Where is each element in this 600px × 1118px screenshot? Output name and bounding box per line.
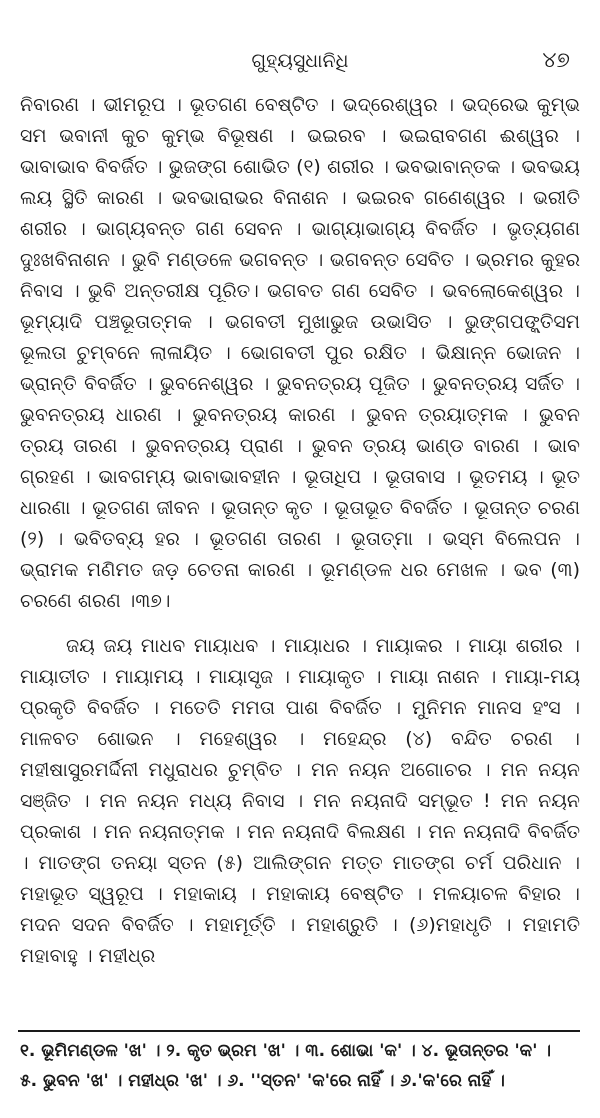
body-text	[20, 90, 580, 972]
footnote-line-1: ୧. ଭୂମିମଣ୍ଡଳ 'ଖ' । ୨. କୃତ ଭ୍ରମ 'ଖ' । ୩. ଶୋଭା 'କ' । ୪. ଭୂତାନ୍ତର 'କ' ।	[20, 1041, 552, 1061]
running-title: ଗୁହ୍ୟସୁଧାନିଧି	[251, 50, 349, 72]
footnote-divider	[18, 1030, 580, 1032]
footnotes	[20, 1036, 580, 1096]
page-number: ୪୭	[542, 48, 570, 73]
paragraph-38: ଜୟ ଜୟ ମାଧବ ମାୟାଧବ । ମାୟାଧର । ମାୟାକର । ମାୟା ଶରୀର । ମାୟାତୀତ । ମାୟାମୟ । ମାୟାସୃଜ । ମାୟାକୃତ । ମାୟା ନାଶନ । ମାୟା-ମୟ ପ୍ରକୃତି ବିବର୍ଜିତ । ମତେତି ମମତା ପାଶ ବିବର୍ଜିତ । ମୁନିମନ ମାନସ ହଂସ । ମାଳବତ ଶୋଭନ । ମହେଶ୍ୱର । ମହେନ୍ଦ୍ର (୪) ବନ୍ଦିତ ଚରଣ । ମହୀଷାସୁରମର୍ଦ୍ଦିନୀ ମଧୁରାଧର ଚୁମ୍ବିତ । ମନ ନୟନ ଅଗୋଚର । ମନ ନୟନ ସଞ୍ଜିତ । ମନ ନୟନ ମଧ୍ୟ ନିବାସ । ମନ ନୟନାଦି ସମ୍ଭୂତ ! ମନ ନୟନ ପ୍ରକାଶ । ମନ ନୟନାତ୍ମକ । ମନ ନୟନାଦି ବିଲକ୍ଷଣ । ମନ ନୟନାଦି ବିବର୍ଜିତ । ମାତଙ୍ଗ ତନୟା ସ୍ତନ (୫) ଆଲିଙ୍ଗନ ମତ୍ତ ମାତଙ୍ଗ ଚର୍ମ ପରିଧାନ । ମହାଭୂତ ସ୍ୱରୂପ । ମହାକାୟ । ମହାକାୟ ବେଷ୍ଟିତ । ମଳୟାଚଳ ବିହାର । ମଦନ ସଦନ ବିବର୍ଜିତ । ମହାମୂର୍ତ୍ତି । ମହାଶ୍ରୁତି । (୬)ମହାଧୃତି । ମହାମତି ମହାବାହୁ । ମହୀଧ୍ର	[20, 635, 581, 967]
paragraph-37: ନିବାରଣ । ଭୀମରୂପ । ଭୂତଗଣ ବେଷ୍ଟିତ । ଭଦ୍ରେଶ୍ୱର । ଭଦ୍ରେଭ କୁମ୍ଭ ସମ ଭବାନୀ କୁଚ କୁମ୍ଭ ବିଭୂଷଣ । ଭଇରବ । ଭଇରାବଗଣ ଈଶ୍ୱର । ଭାବାଭାବ ବିବର୍ଜିତ । ଭୁଜଙ୍ଗ ଶୋଭିତ (୧) ଶରୀର । ଭବଭାବାନ୍ତକ । ଭବଭୟ ଲୟ ସ୍ଥିତି କାରଣ । ଭବଭାରାଭର ବିନାଶନ । ଭଇରବ ଗଣେଶ୍ୱର । ଭରୀତି ଶରୀର । ଭାଗ୍ୟବନ୍ତ ଗଣ ସେବନ । ଭାଗ୍ୟାଭାଗ୍ୟ ବିବର୍ଜିତ । ଭୃତ୍ୟଗଣ ଦୁଃଖବିନାଶନ । ଭୁବି ମଣ୍ଡଳେ ଭଗବନ୍ତ । ଭଗବନ୍ତ ସେବିତ । ଭ୍ରମର କୁହର ନିବାସ । ଭୁବି ଅନ୍ତରୀକ୍ଷ ପୂରିତ। ଭଗବତ ଗଣ ସେବିତ । ଭବଲୋକେଶ୍ୱର । ଭୂମ୍ୟାଦି ପଞ୍ଚଭୂତାତ୍ମକ । ଭଗବତୀ ମୁଖାଭୁଜ ଉଭାସିତ । ଭୁଙ୍ଗପଙ୍କ୍ତିସମ ଭୂଲତା ଚୁମ୍ବନେ ଲାଳାୟିତ । ଭୋଗବତୀ ପୁର ରକ୍ଷିତ । ଭିକ୍ଷାନ୍ନ ଭୋଜନ । ଭ୍ରାନ୍ତି ବିବର୍ଜିତ । ଭୁବନେଶ୍ୱର । ଭୁବନତ୍ରୟ ପୂଜିତ । ଭୁବନତ୍ରୟ ସର୍ଜିତ । ଭୁବନତ୍ରୟ ଧାରଣ । ଭୁବନତ୍ରୟ କାରଣ । ଭୁବନ ତ୍ରୟାତ୍ମକ । ଭୁବନ ତ୍ରୟ ତାରଣ । ଭୁବନତ୍ରୟ ପ୍ରାଣ । ଭୁବନ ତ୍ରୟ ଭାଣ୍ଡ ବାରଣ । ଭାବ ଗ୍ରହଣ । ଭାବଗମ୍ୟ ଭାବାଭାବହୀନ । ଭୂତାଧିପ । ଭୂତାବାସ । ଭୂତମୟ । ଭୂତ ଧାରଣା । ଭୂତଗଣ ଜୀବନ । ଭୂତାନ୍ତ କୃତ । ଭୂତାଭୂତ ବିବର୍ଜିତ । ଭୂତାନ୍ତ ଚରଣ (୨) । ଭବିତବ୍ୟ ହର । ଭୂତଗଣ ତାରଣ । ଭୂତାତ୍ମା । ଭସ୍ମ ବିଲେପନ । ଭ୍ରାମକ ମଣିମତ ଜଡ଼ ଚେତନା କାରଣ । ଭୂମଣ୍ଡଳ ଧର ମେଖଳ । ଭବ (୩) ଚରଣେ ଶରଣ ।୩୭।	[20, 94, 580, 612]
footnote-line-2: ୫. ଭୁବନ 'ଖ' । ମହୀଧ୍ର 'ଖ' । ୬. ''ସ୍ତନ' 'କ'ରେ ନାହିଁ । ୬.'କ'ରେ ନାହିଁ ।	[20, 1071, 505, 1091]
